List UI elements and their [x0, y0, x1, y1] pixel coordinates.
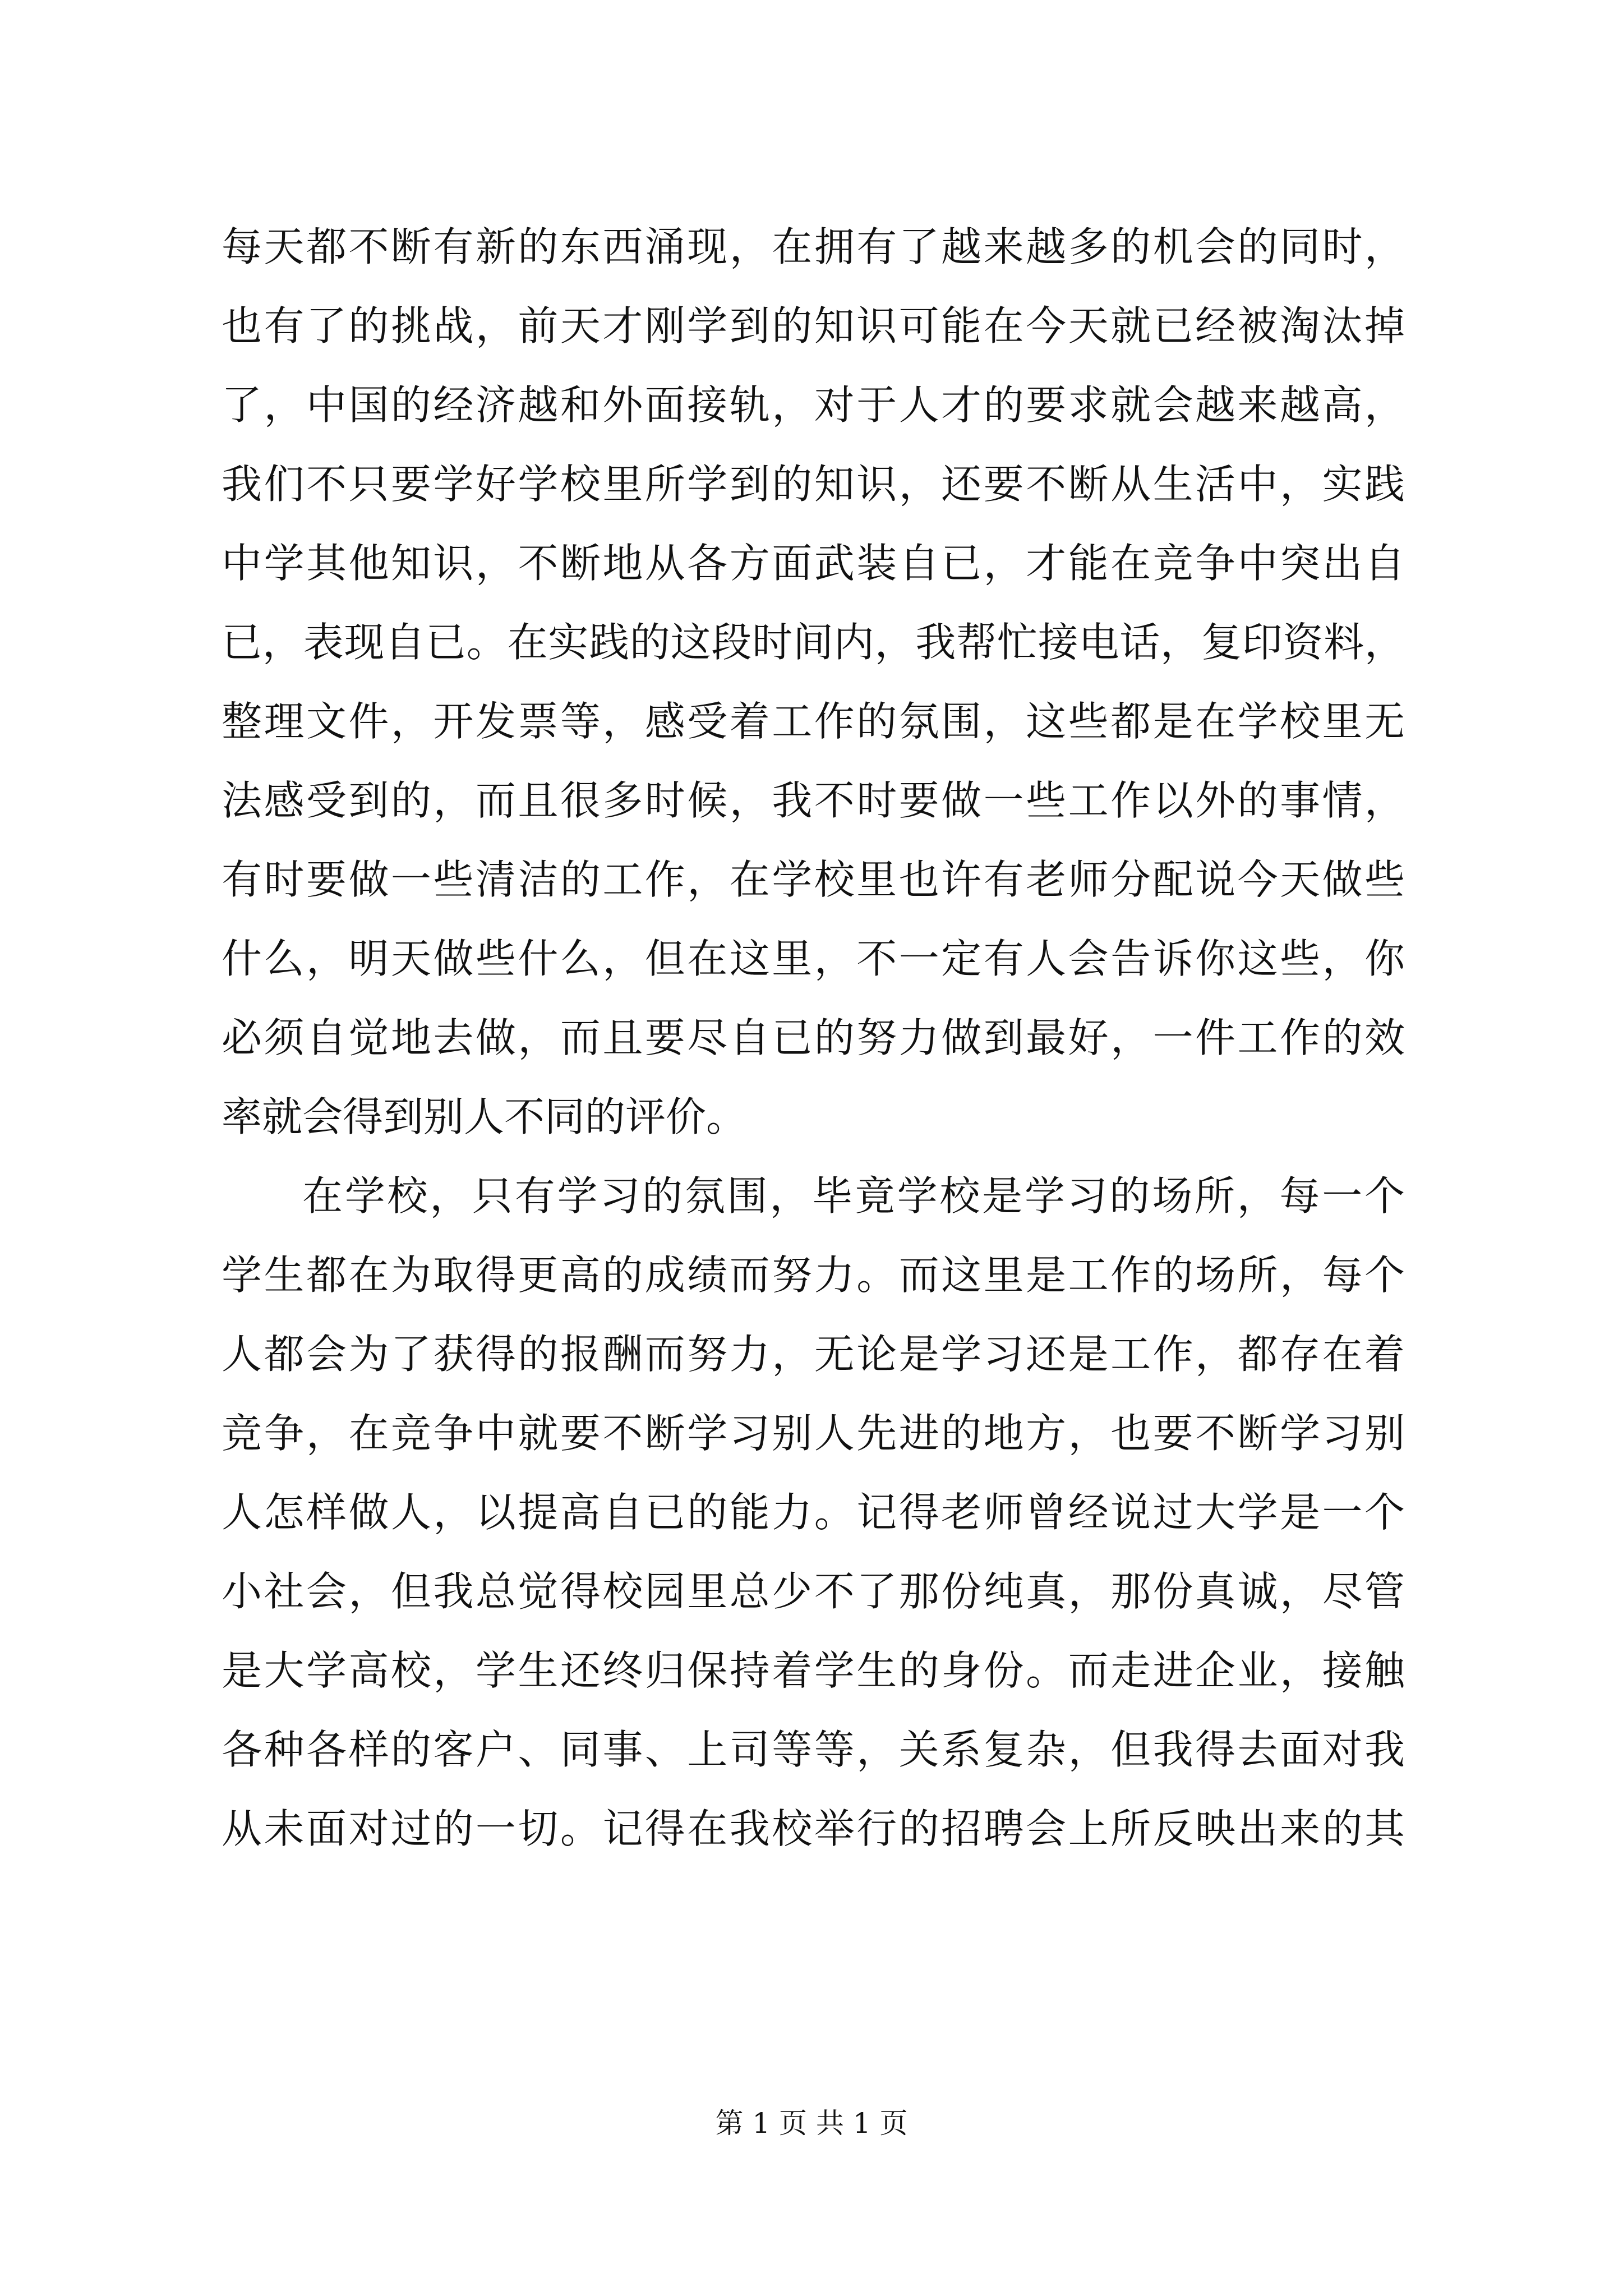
paragraph-2-line-1: 在学校，只有学习的氛围，毕竟学校是学习的场所，每一个 — [302, 1172, 1405, 1220]
paragraph-2-line-3: 人都会为了获得的报酬而努力，无论是学习还是工作，都存在着 — [222, 1331, 1405, 1378]
body-text — [222, 208, 1405, 1869]
paragraph-2-line-7: 是大学高校，学生还终归保持着学生的身份。而走进企业，接触 — [222, 1647, 1405, 1694]
paragraph-2-line-5: 人怎样做人，以提高自已的能力。记得老师曾经说过大学是一个 — [222, 1489, 1405, 1536]
paragraph-1-line-2: 也有了的挑战，前天才刚学到的知识可能在今天就已经被淘汰掉 — [222, 302, 1405, 349]
paragraph-1-line-11: 必须自觉地去做，而且要尽自已的努力做到最好，一件工作的效 — [222, 1014, 1405, 1061]
paragraph-1-line-3: 了，中国的经济越和外面接轨，对于人才的要求就会越来越高， — [222, 381, 1405, 429]
paragraph-1-line-4: 我们不只要学好学校里所学到的知识，还要不断从生活中，实践 — [222, 461, 1405, 508]
paragraph-1-line-9: 有时要做一些清洁的工作，在学校里也许有老师分配说今天做些 — [222, 856, 1405, 903]
paragraph-2-line-9: 从未面对过的一切。记得在我校举行的招聘会上所反映出来的其 — [222, 1805, 1405, 1852]
paragraph-1-line-8: 法感受到的，而且很多时候，我不时要做一些工作以外的事情， — [222, 777, 1405, 824]
paragraph-1-line-10: 什么，明天做些什么，但在这里，不一定有人会告诉你这些，你 — [222, 935, 1405, 982]
paragraph-1-line-1: 每天都不断有新的东西涌现，在拥有了越来越多的机会的同时， — [222, 223, 1405, 270]
paragraph-2-line-6: 小社会，但我总觉得校园里总少不了那份纯真，那份真诚，尽管 — [222, 1568, 1405, 1615]
paragraph-2-line-4: 竞争，在竞争中就要不断学习别人先进的地方，也要不断学习别 — [222, 1410, 1405, 1457]
paragraph-2-line-2: 学生都在为取得更高的成绩而努力。而这里是工作的场所，每个 — [222, 1251, 1405, 1299]
page-footer: 第 1 页 共 1 页 — [715, 2107, 908, 2139]
paragraph-1-line-7: 整理文件，开发票等，感受着工作的氛围，这些都是在学校里无 — [222, 698, 1405, 745]
paragraph-1-line-6: 已，表现自已。在实践的这段时间内，我帮忙接电话，复印资料， — [222, 619, 1405, 666]
paragraph-1-line-5: 中学其他知识，不断地从各方面武装自已，才能在竞争中突出自 — [222, 540, 1405, 587]
paragraph-2-line-8: 各种各样的客户、同事、上司等等，关系复杂，但我得去面对我 — [222, 1726, 1405, 1773]
paragraph-1-line-12: 率就会得到别人不同的评价。 — [222, 1093, 747, 1140]
